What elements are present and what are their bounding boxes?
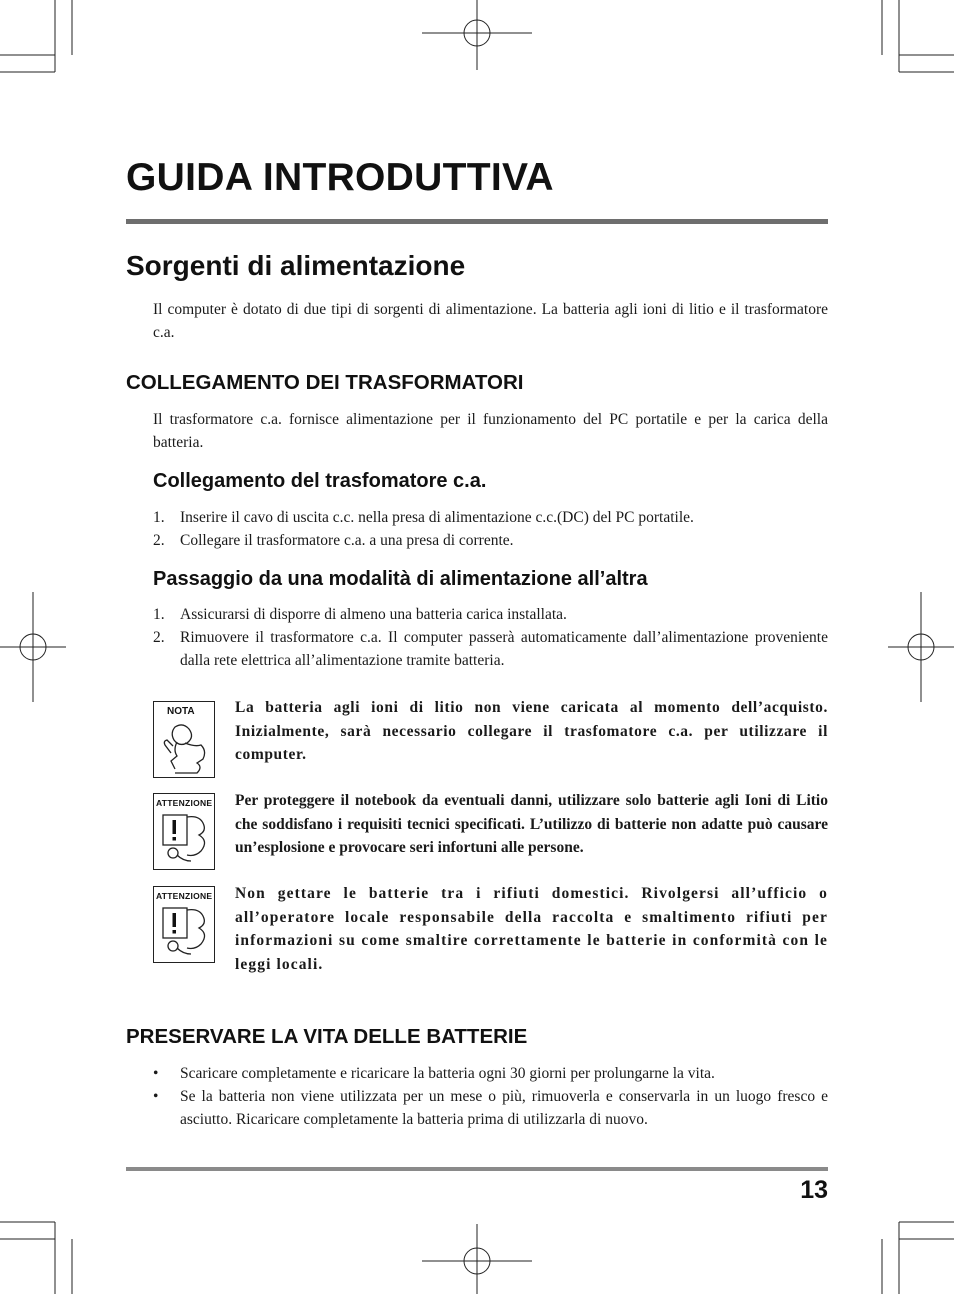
step-text: Collegare il trasformatore c.a. a una presa di corrente. — [180, 532, 514, 549]
sub2-steps — [153, 603, 828, 672]
list-item — [153, 506, 828, 529]
list-item — [153, 603, 828, 626]
warning-text: Non gettare le batterie tra i rifiuti domestici. Rivolgersi all’ufficio o all’operatore locale responsabile della raccolta e smaltimento rifiuti per informazioni su come smaltire correttamente le batterie in conformità con le leggi locali. — [235, 885, 828, 973]
footer-rule — [126, 1167, 828, 1171]
list-item — [153, 1085, 828, 1131]
preservare-bullets — [153, 1062, 828, 1131]
title-rule — [126, 219, 828, 224]
sub1-heading: Collegamento del trasfomatore c.a. — [153, 470, 487, 492]
step-text: Inserire il cavo di uscita c.c. nella presa di alimentazione c.c.(DC) del PC portatile. — [180, 509, 694, 526]
warning-text: Per proteggere il notebook da eventuali danni, utilizzare solo batterie agli Ioni di Litio che soddisfano i requisiti tecnici specificati. L’utilizzo di batterie non adatte può causare un’esplosione e provocare seri infortuni alle persone. — [235, 792, 828, 856]
step-number: 1. — [153, 606, 165, 623]
section-intro: Il computer è dotato di due tipi di sorgenti di alimentazione. La batteria agli ioni di litio e il trasformatore c.a. — [153, 301, 828, 341]
note-icon-label: NOTA — [167, 706, 195, 717]
step-number: 2. — [153, 629, 165, 646]
step-number: 2. — [153, 532, 165, 549]
warning-icon-label: ATTENZIONE — [156, 798, 212, 808]
sub1-steps — [153, 506, 828, 552]
sub2-heading: Passaggio da una modalità di alimentazione all’altra — [153, 568, 648, 590]
page-title: GUIDA INTRODUTTIVA — [126, 156, 554, 199]
warning-figure-icon — [153, 886, 215, 963]
section-heading: Sorgenti di alimentazione — [126, 250, 466, 281]
bullet: • — [153, 1088, 159, 1105]
warning-figure-icon — [153, 793, 215, 870]
bullet-text: Se la batteria non viene utilizzata per un mese o più, rimuoverla e conservarla in un luogo fresco e asciutto. Ricaricare completamente la batteria prima di utilizzarla di nuovo. — [180, 1088, 828, 1128]
warning-icon-label: ATTENZIONE — [156, 891, 212, 901]
collegamento-heading: COLLEGAMENTO DEI TRASFORMATORI — [126, 371, 524, 394]
step-number: 1. — [153, 509, 165, 526]
list-item — [153, 626, 828, 672]
step-text: Rimuovere il trasformatore c.a. Il computer passerà automaticamente dall’alimentazione proveniente dalla rete elettrica all’alimentazione tramite batteria. — [180, 629, 828, 669]
collegamento-text: Il trasformatore c.a. fornisce alimentazione per il funzionamento del PC portatile e per la carica della batteria. — [153, 411, 828, 451]
bullet: • — [153, 1065, 159, 1082]
list-item — [153, 1062, 828, 1085]
list-item — [153, 529, 828, 552]
note-figure-icon — [153, 701, 215, 778]
page-number: 13 — [800, 1176, 828, 1204]
bullet-text: Scaricare completamente e ricaricare la batteria ogni 30 giorni per prolungarne la vita. — [180, 1065, 715, 1082]
note-text: La batteria agli ioni di litio non viene caricata al momento dell’acquisto. Inizialmente, sarà necessario collegare il trasfomatore c.a. per utilizzare il computer. — [235, 699, 828, 763]
preservare-heading: PRESERVARE LA VITA DELLE BATTERIE — [126, 1025, 528, 1048]
step-text: Assicurarsi di disporre di almeno una batteria carica installata. — [180, 606, 567, 623]
